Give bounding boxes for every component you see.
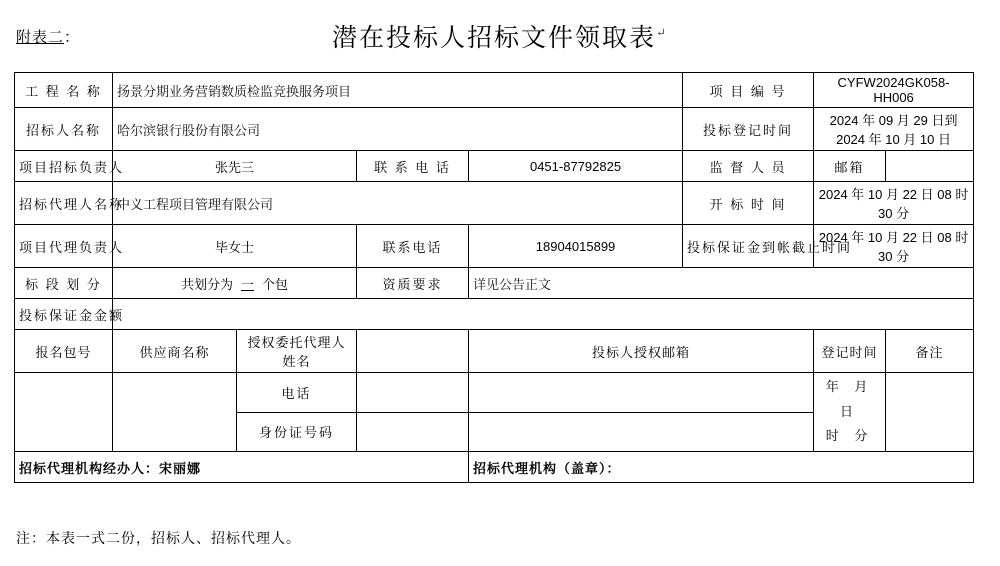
project-no-value[interactable]: CYFW2024GK058-HH006 bbox=[814, 73, 974, 108]
cell-email-value-2[interactable] bbox=[469, 412, 814, 452]
agent-label: 招标代理人名称 bbox=[15, 182, 113, 225]
contact-phone-label: 联 系 电 话 bbox=[357, 151, 469, 182]
col-signup-no: 报名包号 bbox=[15, 330, 113, 373]
project-name-label: 工 程 名 称 bbox=[15, 73, 113, 108]
page-title-text: 潜在投标人招标文件领取表 bbox=[331, 25, 656, 52]
register-time-value[interactable]: 2024 年 09 月 29 日到 2024 年 10 月 10 日 bbox=[814, 108, 974, 151]
agent-phone-value[interactable]: 18904015899 bbox=[469, 225, 683, 268]
table-row bbox=[15, 225, 974, 268]
signature-row bbox=[15, 452, 974, 483]
supervisor-label: 监 督 人 员 bbox=[683, 151, 814, 182]
table-row bbox=[15, 268, 974, 299]
cell-reg-time[interactable] bbox=[814, 373, 886, 452]
cell-email-value-1[interactable] bbox=[469, 373, 814, 413]
col-reg-time: 登记时间 bbox=[814, 330, 886, 373]
section-label: 标 段 划 分 bbox=[15, 268, 113, 299]
title-mark: ↵ bbox=[655, 25, 669, 40]
table-row bbox=[15, 108, 974, 151]
bid-document-collection-table bbox=[14, 72, 974, 483]
cell-id-value[interactable] bbox=[357, 412, 469, 452]
table-row bbox=[15, 373, 974, 413]
qualification-label: 资质要求 bbox=[357, 268, 469, 299]
deposit-amount-value[interactable] bbox=[113, 299, 974, 330]
email-label: 邮箱 bbox=[814, 151, 886, 182]
col-remark: 备注 bbox=[886, 330, 974, 373]
agent-value[interactable]: 中义工程项目管理有限公司 bbox=[113, 182, 683, 225]
contact-phone-value[interactable]: 0451-87792825 bbox=[469, 151, 683, 182]
bid-open-time-value[interactable]: 2024 年 10 月 22 日 08 时 30 分 bbox=[814, 182, 974, 225]
bid-open-time-label: 开 标 时 间 bbox=[683, 182, 814, 225]
project-no-label: 项 目 编 号 bbox=[683, 73, 814, 108]
project-name-value[interactable]: 扬景分期业务营销数质检监竞换服务项目 bbox=[113, 73, 683, 108]
id-label: 身份证号码 bbox=[237, 412, 357, 452]
agent-leader-value[interactable]: 毕女士 bbox=[113, 225, 357, 268]
section-value-suffix: 个包 bbox=[262, 276, 289, 292]
table-row bbox=[15, 182, 974, 225]
agent-phone-label: 联系电话 bbox=[357, 225, 469, 268]
section-value-prefix: 共划分为 bbox=[180, 276, 233, 292]
agency-seal-cell[interactable] bbox=[469, 452, 974, 483]
cell-supplier[interactable] bbox=[113, 373, 237, 452]
col-email: 投标人授权邮箱 bbox=[469, 330, 814, 373]
attachment-label-text: 附表二 bbox=[16, 29, 65, 46]
attachment-label-suffix: ： bbox=[64, 29, 81, 46]
table-header-row bbox=[15, 330, 974, 373]
col-blank bbox=[357, 330, 469, 373]
email-value[interactable] bbox=[886, 151, 974, 182]
deposit-deadline-label: 投标保证金到帐截止时间 bbox=[683, 225, 814, 268]
page-title bbox=[0, 18, 1000, 54]
register-time-label: 投标登记时间 bbox=[683, 108, 814, 151]
table-row bbox=[15, 151, 974, 182]
agent-leader-label: 项目代理负责人 bbox=[15, 225, 113, 268]
footer-note: 注：本表一式二份，招标人、招标代理人。 bbox=[16, 530, 301, 546]
col-agent-name: 授权委托代理人姓名 bbox=[237, 330, 357, 373]
project-leader-value[interactable]: 张先三 bbox=[113, 151, 357, 182]
tenderer-value[interactable]: 哈尔滨银行股份有限公司 bbox=[113, 108, 683, 151]
table-row bbox=[15, 299, 974, 330]
date-line-1: 年 月 日 bbox=[825, 379, 874, 419]
project-leader-label: 项目招标负责人 bbox=[15, 151, 113, 182]
section-value[interactable] bbox=[113, 268, 357, 299]
cell-phone-value[interactable] bbox=[357, 373, 469, 413]
cell-remark[interactable] bbox=[886, 373, 974, 452]
date-line-2: 时 分 bbox=[825, 428, 874, 444]
handler-value: 宋丽娜 bbox=[159, 460, 202, 476]
handler-cell[interactable] bbox=[15, 452, 469, 483]
deposit-amount-label: 投标保证金金额 bbox=[15, 299, 113, 330]
col-supplier: 供应商名称 bbox=[113, 330, 237, 373]
table-row bbox=[15, 73, 974, 108]
agency-seal-label: 招标代理机构（盖章）： bbox=[473, 460, 621, 476]
tenderer-label: 招标人名称 bbox=[15, 108, 113, 151]
section-value-num: 一 bbox=[240, 276, 254, 292]
handler-label: 招标代理机构经办人： bbox=[19, 460, 160, 476]
cell-signup-no[interactable] bbox=[15, 373, 113, 452]
qualification-value[interactable]: 详见公告正文 bbox=[469, 268, 974, 299]
phone-label: 电话 bbox=[237, 373, 357, 413]
deposit-deadline-value[interactable]: 2024 年 10 月 22 日 08 时 30 分 bbox=[814, 225, 974, 268]
